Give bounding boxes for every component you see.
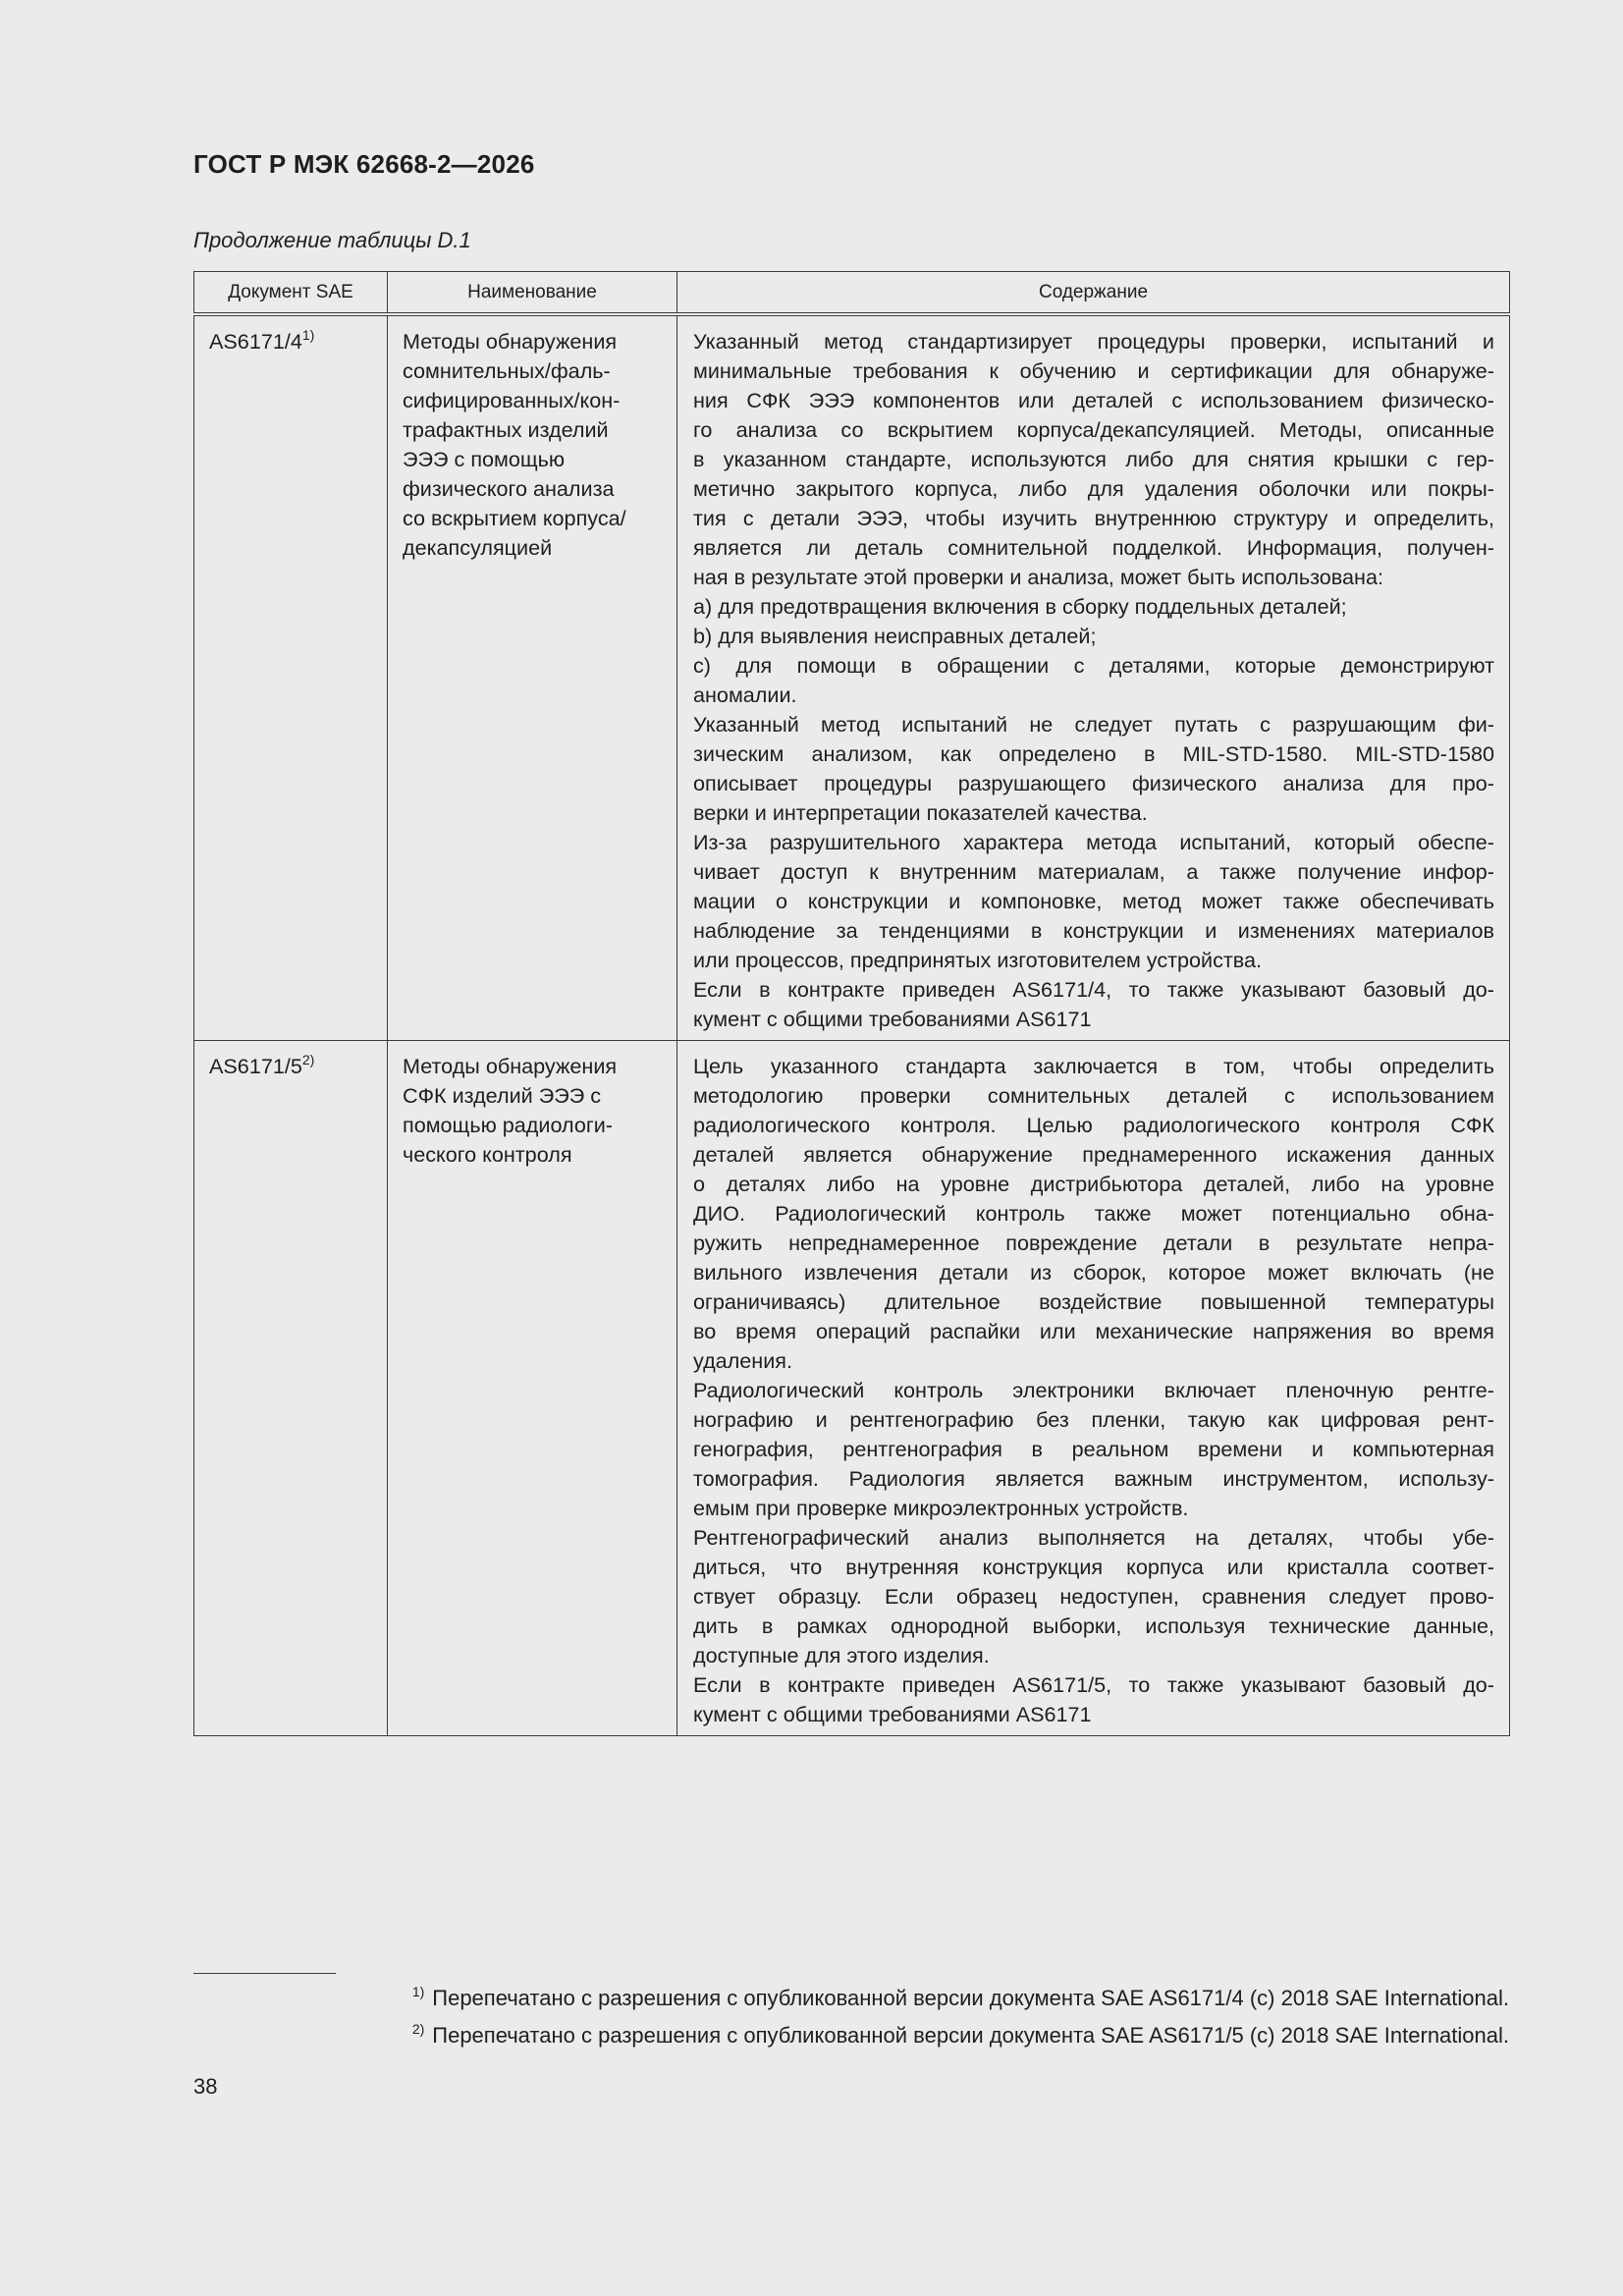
description-line: ружить непреднамеренное повреждение детали в результате непра- (693, 1230, 1494, 1255)
sae-document-code: AS6171/4 (209, 329, 302, 354)
description-line: a) для предотвращения включения в сборку поддельных деталей; (693, 594, 1347, 619)
description-line: кумент с общими требованиями AS6171 (693, 1702, 1092, 1726)
footnote (412, 1980, 1509, 2017)
description-line: Рентгенографический анализ выполняется на деталях, чтобы убе- (693, 1525, 1494, 1550)
description-line: емым при проверке микроэлектронных устройств. (693, 1496, 1189, 1520)
description-line: радиологического контроля. Целью радиологического контроля СФК (693, 1113, 1494, 1137)
description-line: вильного извлечения детали из сборок, которое может включать (не (693, 1260, 1494, 1285)
table-row (194, 314, 1510, 1041)
column-header-name: Наименование (388, 272, 677, 315)
footnote-reference: 1) (301, 327, 315, 343)
footnote-text: Перепечатано с разрешения с опубликованной версии документа SAE AS6171/4 (c) 2018 SAE International. (432, 1986, 1509, 2010)
description-line: доступные для этого изделия. (693, 1643, 990, 1667)
description-line: ная в результате этой проверки и анализа, может быть использована: (693, 565, 1383, 589)
description-line: минимальные требования к обучению и сертификации для обнаруже- (693, 358, 1494, 383)
description-line: во время операций распайки или механические напряжения во время (693, 1319, 1494, 1343)
description-line: го анализа со вскрытием корпуса/декапсуляцией. Методы, описанные (693, 417, 1494, 442)
page-number: 38 (193, 2074, 218, 2099)
title-line: со вскрытием корпуса/ (403, 506, 626, 530)
title-line: физического анализа (403, 476, 615, 501)
description-line: наблюдение за тенденциями в конструкции и изменениях материалов (693, 918, 1494, 943)
description-line: кумент с общими требованиями AS6171 (693, 1007, 1092, 1031)
title-line: ЭЭЭ с помощью (403, 447, 566, 471)
footnotes (412, 1980, 1509, 2054)
table-header-row (194, 272, 1510, 315)
description-cell (677, 314, 1510, 1041)
footnote-text: Перепечатано с разрешения с опубликованной версии документа SAE AS6171/5 (c) 2018 SAE International. (432, 2023, 1509, 2048)
title-line: помощью радиологи- (403, 1113, 613, 1137)
description-line: Если в контракте приведен AS6171/4, то также указывают базовый до- (693, 977, 1494, 1002)
description-line: о деталях либо на уровне дистрибьютора деталей, либо на уровне (693, 1172, 1494, 1196)
description-line: нографию и рентгенографию без пленки, такую как цифровая рент- (693, 1407, 1494, 1432)
description-line: тия с детали ЭЭЭ, чтобы изучить внутреннюю структуру и определить, (693, 506, 1494, 530)
column-header-document: Документ SAE (194, 272, 388, 315)
description-line: методологию проверки сомнительных деталей с использованием (693, 1083, 1494, 1108)
title-line: сомнительных/фаль- (403, 358, 611, 383)
description-line: метично закрытого корпуса, либо для удаления оболочки или покры- (693, 476, 1494, 501)
description-cell (677, 1041, 1510, 1736)
standards-table (193, 271, 1510, 1736)
sae-document-code: AS6171/5 (209, 1054, 302, 1078)
sae-document-cell (194, 314, 388, 1041)
description-line: генография, рентгенография в реальном времени и компьютерная (693, 1437, 1494, 1461)
title-line: СФК изделий ЭЭЭ с (403, 1083, 602, 1108)
description-line: дить в рамках однородной выборки, используя технические данные, (693, 1613, 1494, 1638)
description-line: мации о конструкции и компоновке, метод может также обеспечивать (693, 889, 1494, 913)
description-line: в указанном стандарте, используются либо для снятия крышки с гер- (693, 447, 1494, 471)
description-line: является ли деталь сомнительной подделкой. Информация, получен- (693, 535, 1494, 560)
description-line: чивает доступ к внутренним материалам, а также получение инфор- (693, 859, 1494, 884)
description-line: зическим анализом, как определено в MIL-STD-1580. MIL-STD-1580 (693, 741, 1494, 766)
description-line: ствует образцу. Если образец недоступен, сравнения следует прово- (693, 1584, 1494, 1609)
description-line: c) для помощи в обращении с деталями, которые демонстрируют (693, 653, 1494, 678)
title-line: трафактных изделий (403, 417, 609, 442)
description-line: диться, что внутренняя конструкция корпуса или кристалла соответ- (693, 1555, 1494, 1579)
description-line: Указанный метод стандартизирует процедуры проверки, испытаний и (693, 329, 1494, 354)
document-title-cell (388, 1041, 677, 1736)
description-line: ния СФК ЭЭЭ компонентов или деталей с использованием физическо- (693, 388, 1494, 412)
description-line: удаления. (693, 1348, 792, 1373)
description-line: или процессов, предпринятых изготовителем устройства. (693, 948, 1263, 972)
sae-document-cell (194, 1041, 388, 1736)
description-line: описывает процедуры разрушающего физического анализа для про- (693, 771, 1494, 795)
column-header-content: Содержание (677, 272, 1510, 315)
standard-header: ГОСТ Р МЭК 62668-2—2026 (193, 149, 535, 179)
description-line: ограничиваясь) длительное воздействие повышенной температуры (693, 1289, 1494, 1314)
footnote-divider (193, 1973, 336, 1974)
table-row (194, 1041, 1510, 1736)
title-line: Методы обнаружения (403, 1054, 618, 1078)
footnote-mark: 1) (411, 1984, 425, 1999)
description-line: ДИО. Радиологический контроль также может потенциально обна- (693, 1201, 1494, 1226)
title-line: декапсуляцией (403, 535, 553, 560)
title-line: ческого контроля (403, 1142, 572, 1167)
description-line: томография. Радиология является важным инструментом, использу- (693, 1466, 1494, 1491)
description-line: аномалии. (693, 683, 797, 707)
description-line: Указанный метод испытаний не следует путать с разрушающим фи- (693, 712, 1494, 737)
description-line: верки и интерпретации показателей качества. (693, 800, 1148, 825)
footnote-mark: 2) (411, 2021, 425, 2037)
description-line: Если в контракте приведен AS6171/5, то также указывают базовый до- (693, 1672, 1494, 1697)
table-caption: Продолжение таблицы D.1 (193, 228, 471, 252)
description-line: Цель указанного стандарта заключается в том, чтобы определить (693, 1054, 1494, 1078)
title-line: Методы обнаружения (403, 329, 618, 354)
description-line: b) для выявления неисправных деталей; (693, 624, 1097, 648)
description-line: Из-за разрушительного характера метода испытаний, который обеспе- (693, 830, 1494, 854)
description-line: Радиологический контроль электроники включает пленочную рентге- (693, 1378, 1494, 1402)
footnote-reference: 2) (301, 1052, 315, 1067)
document-title-cell (388, 314, 677, 1041)
description-line: деталей является обнаружение преднамеренного искажения данных (693, 1142, 1494, 1167)
title-line: сифицированных/кон- (403, 388, 621, 412)
footnote (412, 2017, 1509, 2054)
